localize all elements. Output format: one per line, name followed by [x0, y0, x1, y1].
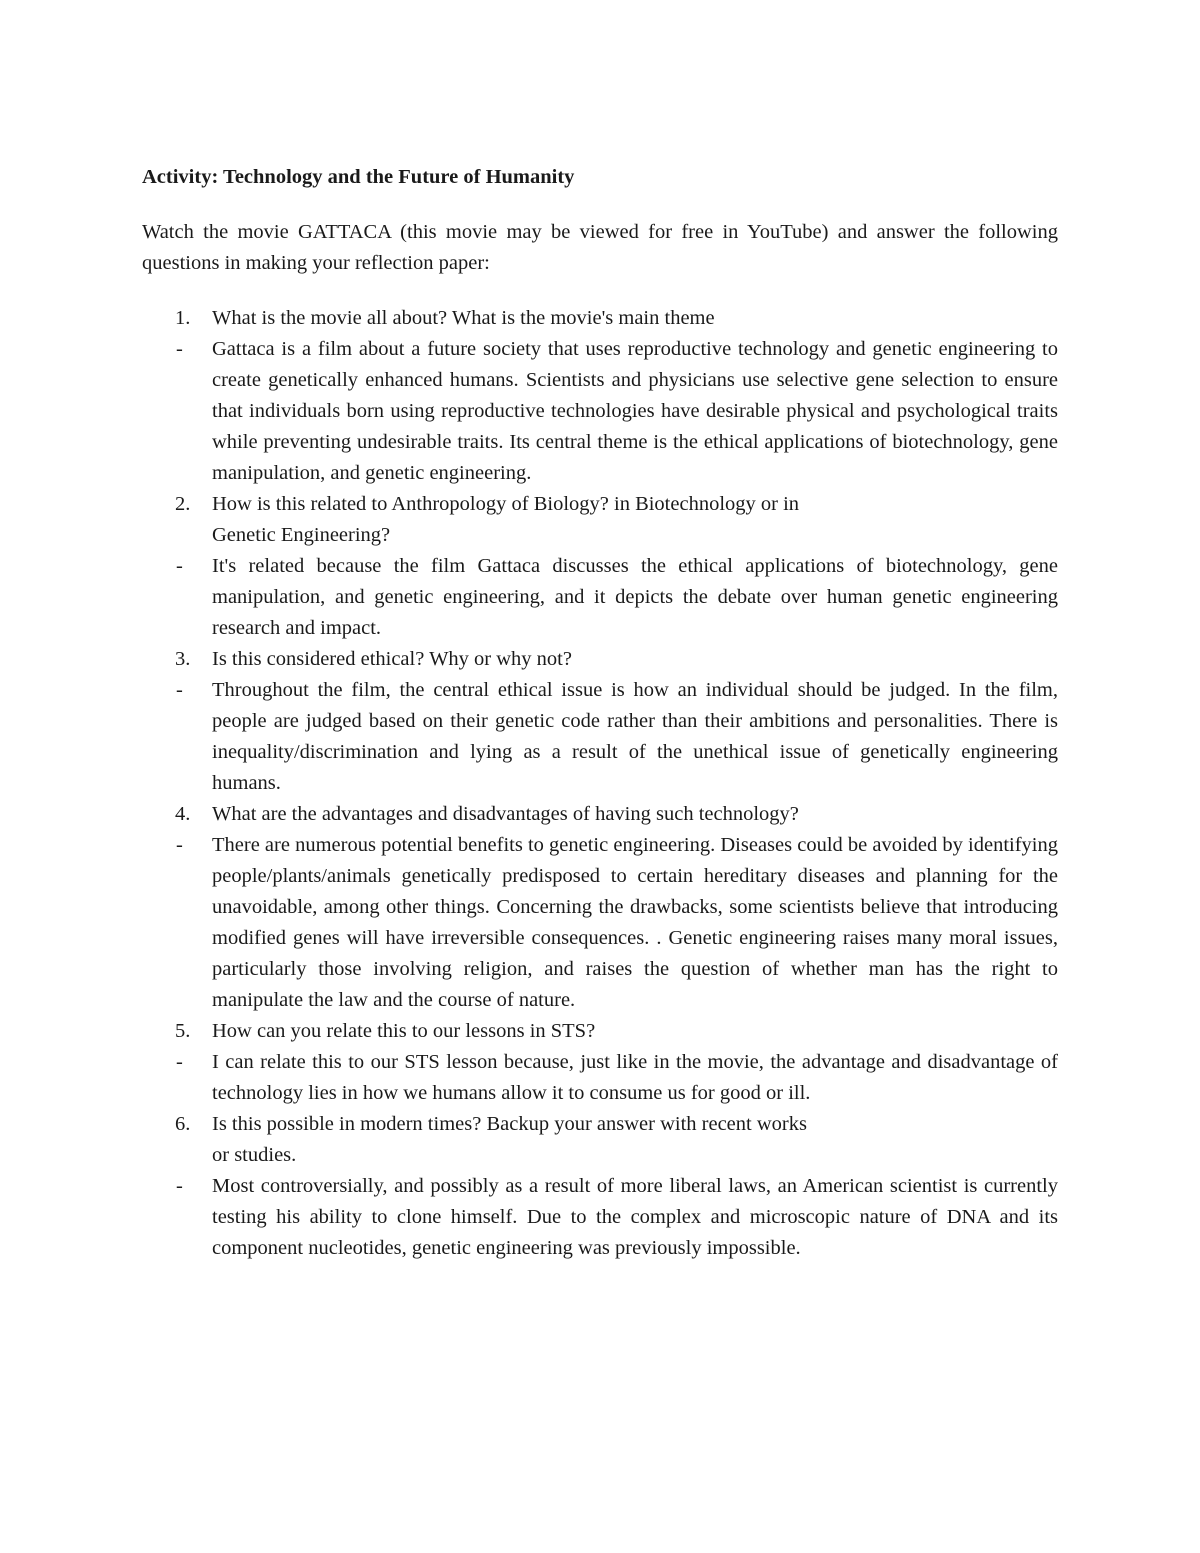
question-number: 3.	[175, 648, 191, 670]
question-number: 5.	[175, 1020, 191, 1042]
question-line: Is this considered ethical? Why or why not?	[212, 648, 572, 670]
document-page	[142, 162, 1058, 1264]
question-line: What are the advantages and disadvantages of having such technology?	[212, 803, 799, 825]
answer-item	[142, 1047, 1058, 1109]
question-text	[212, 799, 1058, 830]
question-text	[212, 303, 1058, 334]
answer-item	[142, 1171, 1058, 1264]
question-text	[212, 644, 1058, 675]
answer-text: I can relate this to our STS lesson because, just like in the movie, the advantage and disadvantage of technology lies in how we humans allow it to consume us for good or ill.	[212, 1051, 1058, 1104]
answer-text: Throughout the film, the central ethical issue is how an individual should be judged. In the film, people are judged based on their genetic code rather than their ambitions and personalities. There is inequality/discrimination and lying as a result of the unethical issue of genetically engineering humans.	[212, 679, 1058, 794]
question-line: How is this related to Anthropology of Biology? in Biotechnology or in	[212, 493, 800, 515]
question-text	[212, 489, 1058, 551]
question-line: How can you relate this to our lessons in STS?	[212, 1020, 596, 1042]
answer-item	[142, 334, 1058, 489]
dash-marker: -	[176, 338, 183, 360]
question-list	[142, 303, 1058, 1264]
answer-item	[142, 830, 1058, 1016]
answer-text: There are numerous potential benefits to genetic engineering. Diseases could be avoided by identifying people/plants/animals genetically predisposed to certain hereditary diseases and planning for the unavoidable, among other things. Concerning the drawbacks, some scientists believe that introducing modified genes will have irreversible consequences. . Genetic engineering raises many moral issues, particularly those involving religion, and raises the question of whether man has the right to manipulate the law and the course of nature.	[212, 834, 1058, 1011]
answer-text: It's related because the film Gattaca discusses the ethical applications of biotechnology, gene manipulation, and genetic engineering, and it depicts the debate over human genetic engineering research and impact.	[212, 555, 1058, 639]
question-text	[212, 1109, 1058, 1171]
question-item	[142, 489, 1058, 551]
answer-text: Most controversially, and possibly as a result of more liberal laws, an American scientist is currently testing his ability to clone himself. Due to the complex and microscopic nature of DNA and its component nucleotides, genetic engineering was previously impossible.	[212, 1175, 1058, 1259]
question-line: or studies.	[212, 1144, 297, 1166]
question-text	[212, 1016, 1058, 1047]
dash-marker: -	[176, 679, 183, 701]
question-item	[142, 799, 1058, 830]
question-item	[142, 303, 1058, 334]
question-line: Is this possible in modern times? Backup your answer with recent works	[212, 1113, 807, 1135]
question-number: 6.	[175, 1113, 191, 1135]
activity-title: Activity: Technology and the Future of Humanity	[142, 166, 575, 188]
question-item	[142, 1016, 1058, 1047]
question-number: 4.	[175, 803, 191, 825]
dash-marker: -	[176, 555, 183, 577]
answer-item	[142, 675, 1058, 799]
answer-item	[142, 551, 1058, 644]
question-item	[142, 644, 1058, 675]
intro-paragraph: Watch the movie GATTACA (this movie may be viewed for free in YouTube) and answer the following questions in making your reflection paper:	[142, 221, 1058, 274]
question-number: 2.	[175, 493, 191, 515]
question-number: 1.	[175, 307, 191, 329]
question-line: What is the movie all about? What is the movie's main theme	[212, 307, 715, 329]
dash-marker: -	[176, 834, 183, 856]
question-item	[142, 1109, 1058, 1171]
question-line: Genetic Engineering?	[212, 524, 391, 546]
dash-marker: -	[176, 1175, 183, 1197]
dash-marker: -	[176, 1051, 183, 1073]
answer-text: Gattaca is a film about a future society that uses reproductive technology and genetic engineering to create genetically enhanced humans. Scientists and physicians use selective gene selection to ensure that individuals born using reproductive technologies have desirable physical and psychological traits while preventing undesirable traits. Its central theme is the ethical applications of biotechnology, gene manipulation, and genetic engineering.	[212, 338, 1058, 484]
